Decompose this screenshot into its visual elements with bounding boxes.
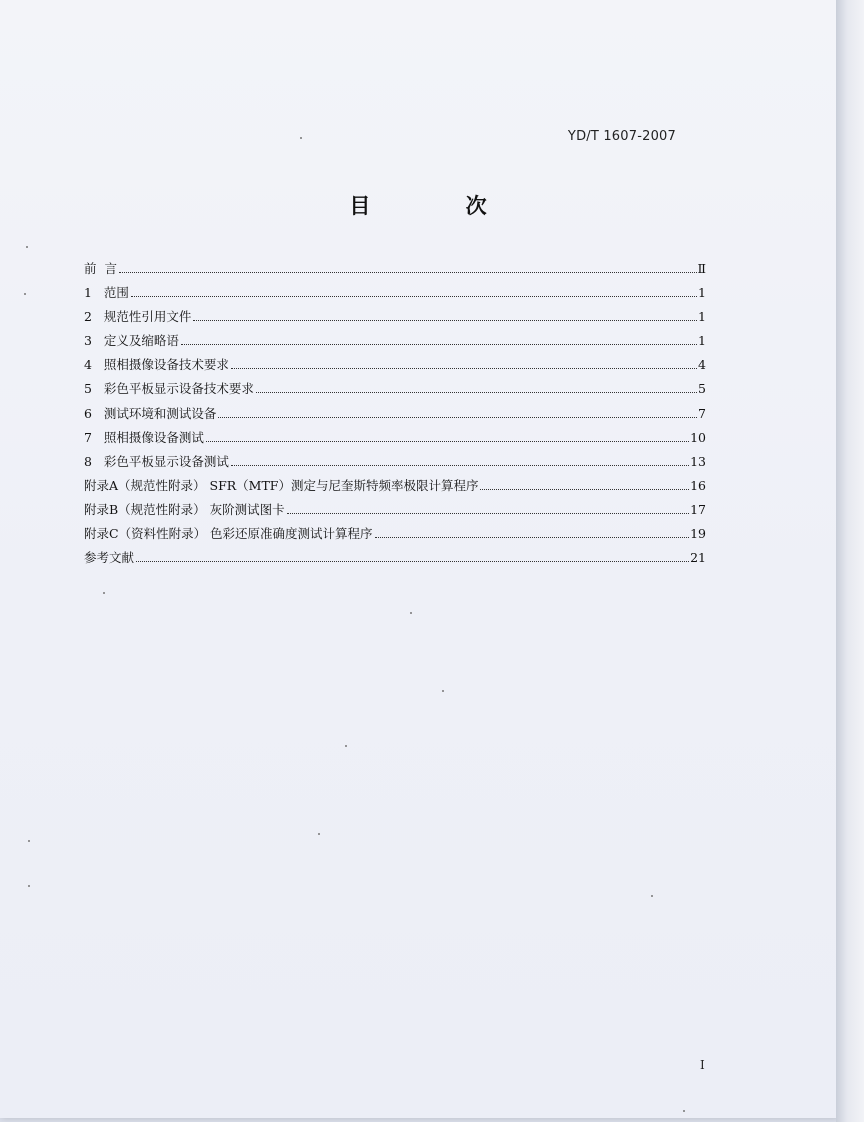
toc-entry-label: 附录B（规范性附录） 灰阶测试图卡 bbox=[84, 501, 285, 517]
toc-title: 目 次 bbox=[349, 194, 531, 218]
toc-entry-page: 21 bbox=[690, 550, 706, 566]
toc-entry-references[interactable] bbox=[84, 550, 706, 574]
toc-entry-7[interactable] bbox=[84, 430, 706, 454]
toc-entry-label: 前 言 bbox=[84, 261, 117, 276]
scan-speck bbox=[345, 745, 347, 747]
toc-entry-label: 2 规范性引用文件 bbox=[84, 309, 192, 325]
scan-speck bbox=[442, 690, 444, 692]
toc-entry-page: 1 bbox=[698, 333, 706, 349]
scan-speck bbox=[683, 1110, 685, 1112]
scan-speck bbox=[24, 293, 26, 295]
toc-entry-8[interactable] bbox=[84, 454, 706, 478]
scan-speck bbox=[26, 246, 28, 248]
toc-entry-page: 1 bbox=[698, 309, 706, 325]
toc-entry-label: 4 照相摄像设备技术要求 bbox=[84, 357, 229, 373]
scan-speck bbox=[300, 137, 302, 139]
toc-entry-appendix-c[interactable] bbox=[84, 526, 706, 550]
toc-entry-page: 4 bbox=[698, 357, 706, 373]
dot-leader bbox=[136, 561, 689, 562]
toc-entry-foreword[interactable] bbox=[84, 261, 706, 285]
toc-entry-label: 1 范围 bbox=[84, 285, 129, 301]
dot-leader bbox=[119, 272, 697, 273]
toc-entry-page: 17 bbox=[690, 501, 706, 517]
dot-leader bbox=[480, 489, 689, 490]
scan-speck bbox=[28, 885, 30, 887]
toc-entry-5[interactable] bbox=[84, 381, 706, 405]
scan-speck bbox=[28, 840, 30, 842]
toc-entry-1[interactable] bbox=[84, 285, 706, 309]
toc-entry-page: 5 bbox=[698, 381, 706, 397]
dot-leader bbox=[375, 537, 690, 538]
dot-leader bbox=[287, 513, 689, 514]
page-number: I bbox=[700, 1058, 705, 1072]
toc-entry-2[interactable] bbox=[84, 309, 706, 333]
toc-entry-page: 10 bbox=[690, 429, 706, 445]
dot-leader bbox=[181, 344, 697, 345]
toc-entry-page: 19 bbox=[690, 526, 706, 542]
toc-entry-label: 附录C（资料性附录） 色彩还原准确度测试计算程序 bbox=[84, 526, 373, 542]
toc-entry-appendix-a[interactable] bbox=[84, 478, 706, 502]
toc-entry-page: 13 bbox=[690, 453, 706, 469]
dot-leader bbox=[256, 392, 697, 393]
toc-entry-page: 16 bbox=[690, 477, 706, 493]
toc-entry-page: Ⅱ bbox=[697, 261, 706, 276]
dot-leader bbox=[218, 417, 697, 418]
scan-speck bbox=[410, 612, 412, 614]
toc-entry-4[interactable] bbox=[84, 357, 706, 381]
scan-speck bbox=[651, 895, 653, 897]
table-of-contents bbox=[84, 261, 706, 574]
toc-entry-label: 5 彩色平板显示设备技术要求 bbox=[84, 381, 254, 397]
toc-entry-appendix-b[interactable] bbox=[84, 502, 706, 526]
scan-speck bbox=[318, 833, 320, 835]
toc-entry-3[interactable] bbox=[84, 333, 706, 357]
dot-leader bbox=[206, 441, 689, 442]
toc-entry-label: 7 照相摄像设备测试 bbox=[84, 429, 204, 445]
dot-leader bbox=[231, 465, 689, 466]
scan-speck bbox=[103, 592, 105, 594]
document-code: YD/T 1607-2007 bbox=[567, 129, 676, 144]
toc-entry-label: 附录A（规范性附录） SFR（MTF）测定与尼奎斯特频率极限计算程序 bbox=[84, 477, 479, 493]
scan-edge bbox=[836, 0, 864, 1122]
toc-entry-label: 3 定义及缩略语 bbox=[84, 333, 179, 349]
toc-entry-label: 参考文献 bbox=[84, 550, 135, 566]
toc-entry-label: 8 彩色平板显示设备测试 bbox=[84, 453, 229, 469]
toc-entry-page: 7 bbox=[698, 405, 706, 421]
dot-leader bbox=[131, 296, 697, 297]
toc-entry-page: 1 bbox=[698, 285, 706, 301]
toc-entry-6[interactable] bbox=[84, 406, 706, 430]
toc-entry-label: 6 测试环境和测试设备 bbox=[84, 405, 217, 421]
dot-leader bbox=[231, 368, 697, 369]
dot-leader bbox=[193, 320, 697, 321]
